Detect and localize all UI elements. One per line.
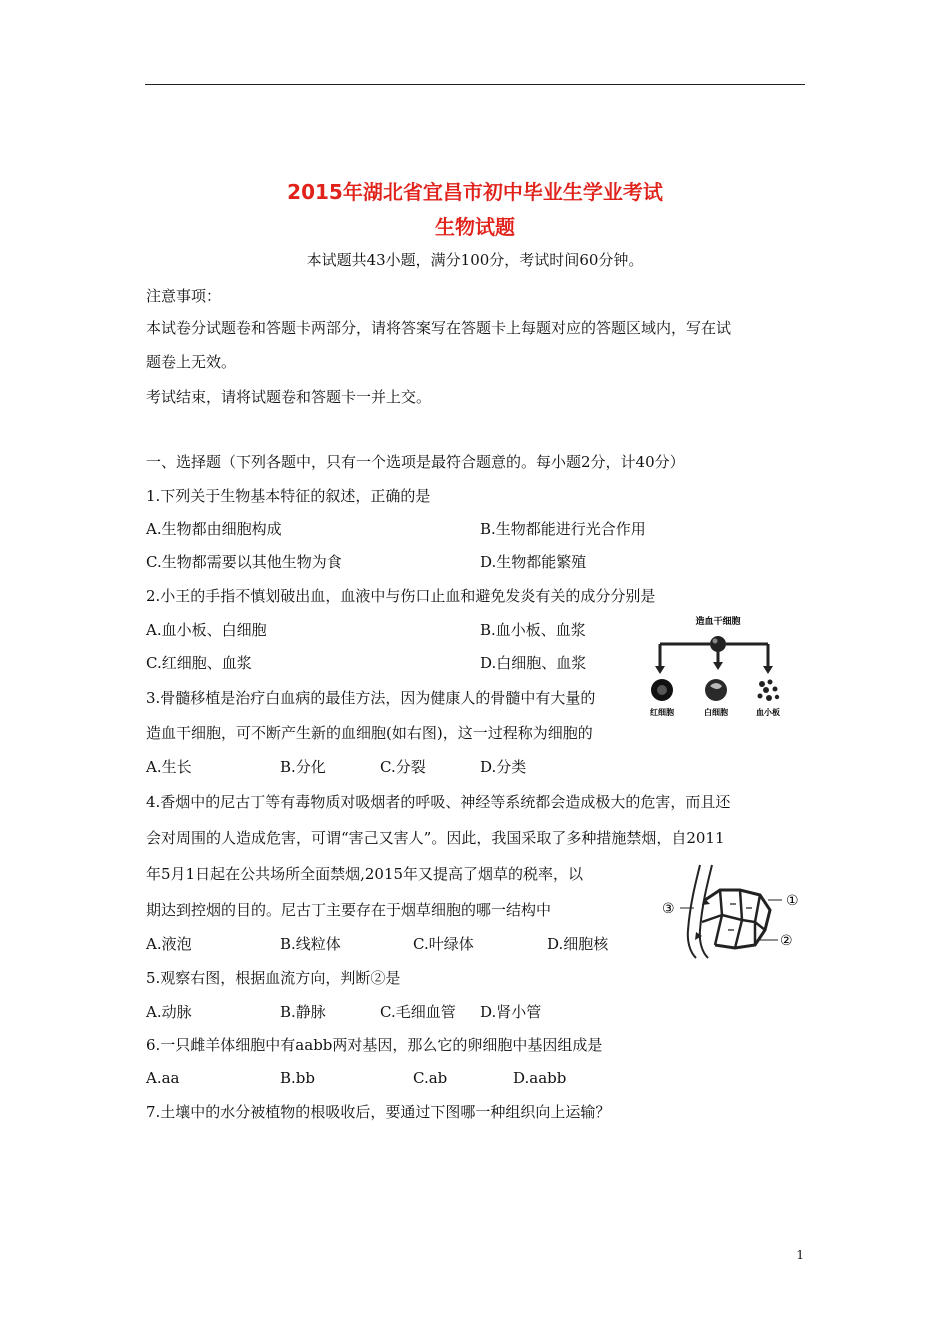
header-rule <box>145 84 805 85</box>
notice-line-2: 题卷上无效。 <box>146 353 237 371</box>
q2-stem: 2.小王的手指不慎划破出血，血液中与伤口止血和避免发炎有关的成分分别是 <box>146 587 656 605</box>
q4-option-d: D.细胞核 <box>547 935 609 953</box>
blood-vessel-diagram <box>660 860 800 960</box>
arrow-icon <box>655 666 665 674</box>
q4-stem-2: 会对周围的人造成危害，可谓“害己又害人”。因此，我国采取了多种措施禁烟，自2011 <box>146 829 725 847</box>
label-1: ① <box>786 893 799 909</box>
q6-option-d: D.aabb <box>513 1069 567 1087</box>
q5-option-b: B.静脉 <box>280 1003 326 1021</box>
arrow-icon <box>713 662 723 670</box>
stem-cell-label: 造血干细胞 <box>695 617 741 627</box>
label-2: ② <box>780 933 793 949</box>
q3-option-c: C.分裂 <box>380 758 426 776</box>
notice-heading: 注意事项： <box>146 287 222 305</box>
q4-option-b: B.线粒体 <box>280 935 341 953</box>
platelets <box>758 680 780 702</box>
section-heading: 一、选择题（下列各题中，只有一个选项是最符合题意的。每小题2分，计40分） <box>146 453 685 471</box>
q1-option-a: A.生物都由细胞构成 <box>146 520 282 538</box>
notice-line-1: 本试卷分试题卷和答题卡两部分，请将答案写在答题卡上每题对应的答题区域内，写在试 <box>146 319 732 337</box>
q4-option-a: A.液泡 <box>146 935 192 953</box>
q5-option-a: A.动脉 <box>146 1003 192 1021</box>
q5-stem: 5.观察右图，根据血流方向，判断②是 <box>146 969 401 987</box>
q2-option-a: A.血小板、白细胞 <box>146 621 267 639</box>
q4-stem-1: 4.香烟中的尼古丁等有毒物质对吸烟者的呼吸、神经等系统都会造成极大的危害，而且还 <box>146 793 731 811</box>
q4-stem-4: 期达到控烟的目的。尼古丁主要存在于烟草细胞的哪一结构中 <box>146 901 552 919</box>
q1-option-d: D.生物都能繁殖 <box>480 553 587 571</box>
white-blood-cell <box>705 679 727 701</box>
q3-stem-1: 3.骨髓移植是治疗白血病的最佳方法，因为健康人的骨髓中有大量的 <box>146 689 596 707</box>
notice-line-3: 考试结束，请将试题卷和答题卡一并上交。 <box>146 388 432 406</box>
q3-option-a: A.生长 <box>146 758 192 776</box>
q4-stem-3: 年5月1日起在公共场所全面禁烟,2015年又提高了烟草的税率，以 <box>146 865 584 883</box>
page-number: 1 <box>796 1248 804 1262</box>
q2-option-b: B.血小板、血浆 <box>480 621 586 639</box>
label-red-cell: 红细胞 <box>650 708 674 717</box>
q4-option-c: C.叶绿体 <box>413 935 474 953</box>
label-platelet: 血小板 <box>756 708 780 717</box>
flow-arrow-icon <box>695 932 702 940</box>
q2-option-c: C.红细胞、血浆 <box>146 654 252 672</box>
blood-cell-diagram <box>648 612 788 722</box>
q5-option-d: D.肾小管 <box>480 1003 542 1021</box>
exam-subtitle: 生物试题 <box>435 215 515 239</box>
stem-cell <box>710 636 726 652</box>
label-white-cell: 白细胞 <box>704 708 728 717</box>
q6-option-c: C.ab <box>413 1069 448 1087</box>
q1-stem: 1.下列关于生物基本特征的叙述，正确的是 <box>146 487 431 505</box>
arrow-icon <box>763 666 773 674</box>
q7-stem: 7.土壤中的水分被植物的根吸收后，要通过下图哪一种组织向上运输？ <box>146 1103 611 1121</box>
q6-option-b: B.bb <box>280 1069 315 1087</box>
q1-option-b: B.生物都能进行光合作用 <box>480 520 646 538</box>
q6-option-a: A.aa <box>146 1069 180 1087</box>
q6-stem: 6.一只雌羊体细胞中有aabb两对基因，那么它的卵细胞中基因组成是 <box>146 1036 603 1054</box>
q3-option-b: B.分化 <box>280 758 326 776</box>
q2-option-d: D.白细胞、血浆 <box>480 654 587 672</box>
q5-option-c: C.毛细血管 <box>380 1003 456 1021</box>
label-3: ③ <box>662 901 675 917</box>
q1-option-c: C.生物都需要以其他生物为食 <box>146 553 342 571</box>
q3-stem-2: 造血干细胞，可不断产生新的血细胞(如右图)，这一过程称为细胞的 <box>146 724 593 742</box>
exam-intro: 本试题共43小题，满分100分，考试时间60分钟。 <box>306 251 644 269</box>
exam-title: 2015年湖北省宜昌市初中毕业生学业考试 <box>287 180 663 204</box>
q3-option-d: D.分类 <box>480 758 527 776</box>
